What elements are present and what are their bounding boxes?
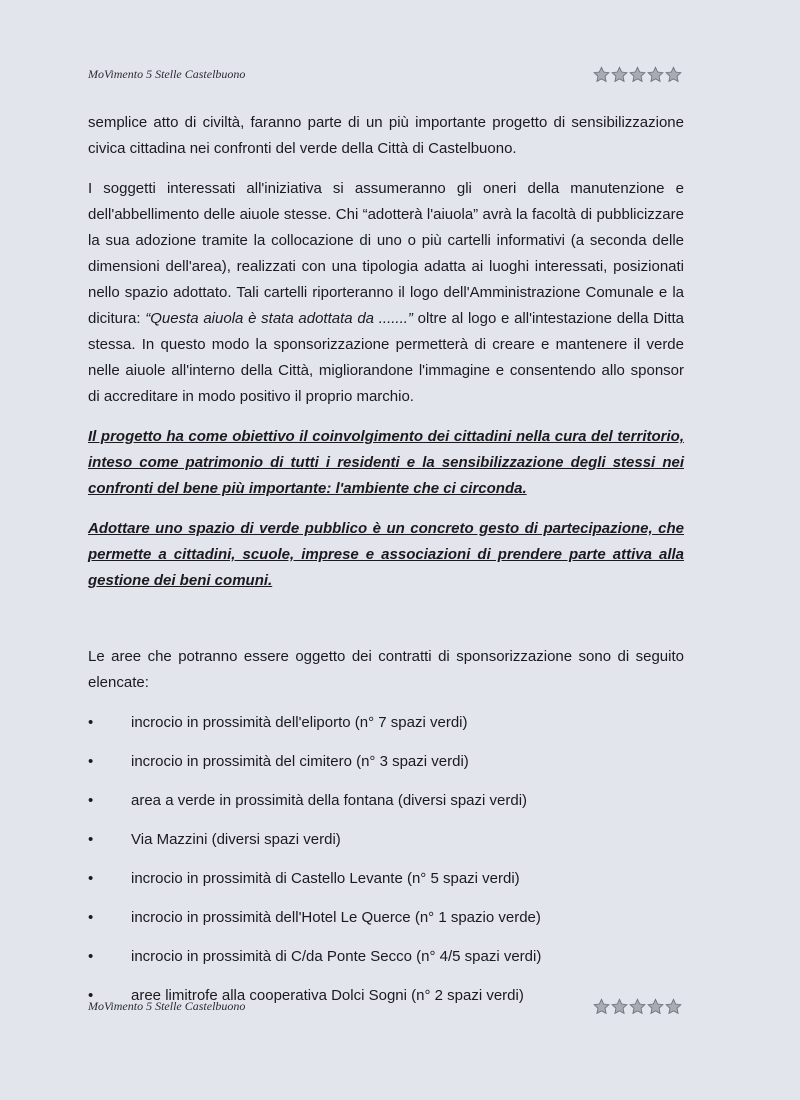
- five-star-rating-icon: [593, 66, 682, 83]
- star-icon: [611, 66, 628, 83]
- star-icon: [665, 66, 682, 83]
- star-icon: [629, 998, 646, 1015]
- list-item-text: area a verde in prossimità della fontana (diversi spazi verdi): [131, 792, 528, 809]
- list-item-text: incrocio in prossimità dell'Hotel Le Querce (n° 1 spazio verde): [131, 909, 541, 926]
- list-item-text: incrocio in prossimità dell'eliporto (n° 7 spazi verdi): [131, 714, 468, 731]
- project-goal-paragraph: Il progetto ha come obiettivo il coinvolgimento dei cittadini nella cura del territorio, inteso come patrimonio di tutti i residenti e la sensibilizzazione degli stessi nei confronti del bene più importante: l'ambiente che ci circonda.: [88, 428, 684, 497]
- bullet-icon: •: [88, 870, 94, 887]
- star-icon: [647, 66, 664, 83]
- list-item-text: incrocio in prossimità di Castello Levante (n° 5 spazi verdi): [131, 870, 520, 887]
- list-item-text: aree limitrofe alla cooperativa Dolci Sogni (n° 2 spazi verdi): [131, 987, 524, 1004]
- list-item-text: incrocio in prossimità di C/da Ponte Secco (n° 4/5 spazi verdi): [131, 948, 542, 965]
- bullet-icon: •: [88, 714, 94, 731]
- star-icon: [593, 66, 610, 83]
- page-footer: [88, 998, 682, 1015]
- star-icon: [593, 998, 610, 1015]
- list-item: [88, 788, 684, 827]
- bullet-icon: •: [88, 792, 94, 809]
- list-item-text: incrocio in prossimità del cimitero (n° 3 spazi verdi): [131, 753, 469, 770]
- sign-wording: “Questa aiuola è stata adottata da .......”: [145, 310, 413, 327]
- paragraph-2-text: I soggetti interessati all'iniziativa si assumeranno gli oneri della manutenzione e dell'abbellimento delle aiuole stesse. Chi “adotterà l'aiuola” avrà la facoltà di pubblicizzare la sua adozione tramite la collocazione di uno o più cartelli informativi (a seconda delle dimensioni dell'area), realizzati con una tipologia adatta ai luoghi interessati, posizionati nello spazio adottato. Tali cartelli riporteranno il logo dell'Amministrazione Comunale e la dicitura:: [88, 180, 684, 327]
- list-item: [88, 866, 684, 905]
- areas-intro-paragraph: Le aree che potranno essere oggetto dei contratti di sponsorizzazione sono di seguito elencate:: [88, 648, 684, 691]
- page-header: [88, 66, 682, 83]
- list-item-text: Via Mazzini (diversi spazi verdi): [131, 831, 341, 848]
- star-icon: [647, 998, 664, 1015]
- five-star-rating-icon: [593, 998, 682, 1015]
- star-icon: [665, 998, 682, 1015]
- bullet-icon: •: [88, 753, 94, 770]
- bullet-icon: •: [88, 831, 94, 848]
- bullet-icon: •: [88, 987, 94, 1004]
- list-item: [88, 944, 684, 983]
- paragraph-2-text-end: oltre al logo e all'intestazione della Ditta stessa. In questo modo la sponsorizzazione permetterà di creare e mantenere il verde nelle aiuole all'interno della Città, migliorandone l'immagine e consentendo allo sponsor di accreditare in modo positivo il proprio marchio.: [88, 310, 684, 405]
- header-brand: MoVimento 5 Stelle Castelbuono: [88, 67, 246, 81]
- footer-brand: MoVimento 5 Stelle Castelbuono: [88, 999, 246, 1013]
- list-item: [88, 905, 684, 944]
- list-item: [88, 749, 684, 788]
- adoption-paragraph: Adottare uno spazio di verde pubblico è un concreto gesto di partecipazione, che permette a cittadini, scuole, imprese e associazioni di prendere parte attiva alla gestione dei beni comuni.: [88, 520, 684, 589]
- star-icon: [611, 998, 628, 1015]
- paragraph-1: semplice atto di civiltà, faranno parte di un più importante progetto di sensibilizzazione civica cittadina nei confronti del verde della Città di Castelbuono.: [88, 114, 684, 157]
- list-item: [88, 710, 684, 749]
- bullet-icon: •: [88, 948, 94, 965]
- bullet-icon: •: [88, 909, 94, 926]
- paragraph-2: [88, 176, 684, 410]
- document-body: [88, 110, 684, 1022]
- areas-list: [88, 710, 684, 1022]
- star-icon: [629, 66, 646, 83]
- list-item: [88, 827, 684, 866]
